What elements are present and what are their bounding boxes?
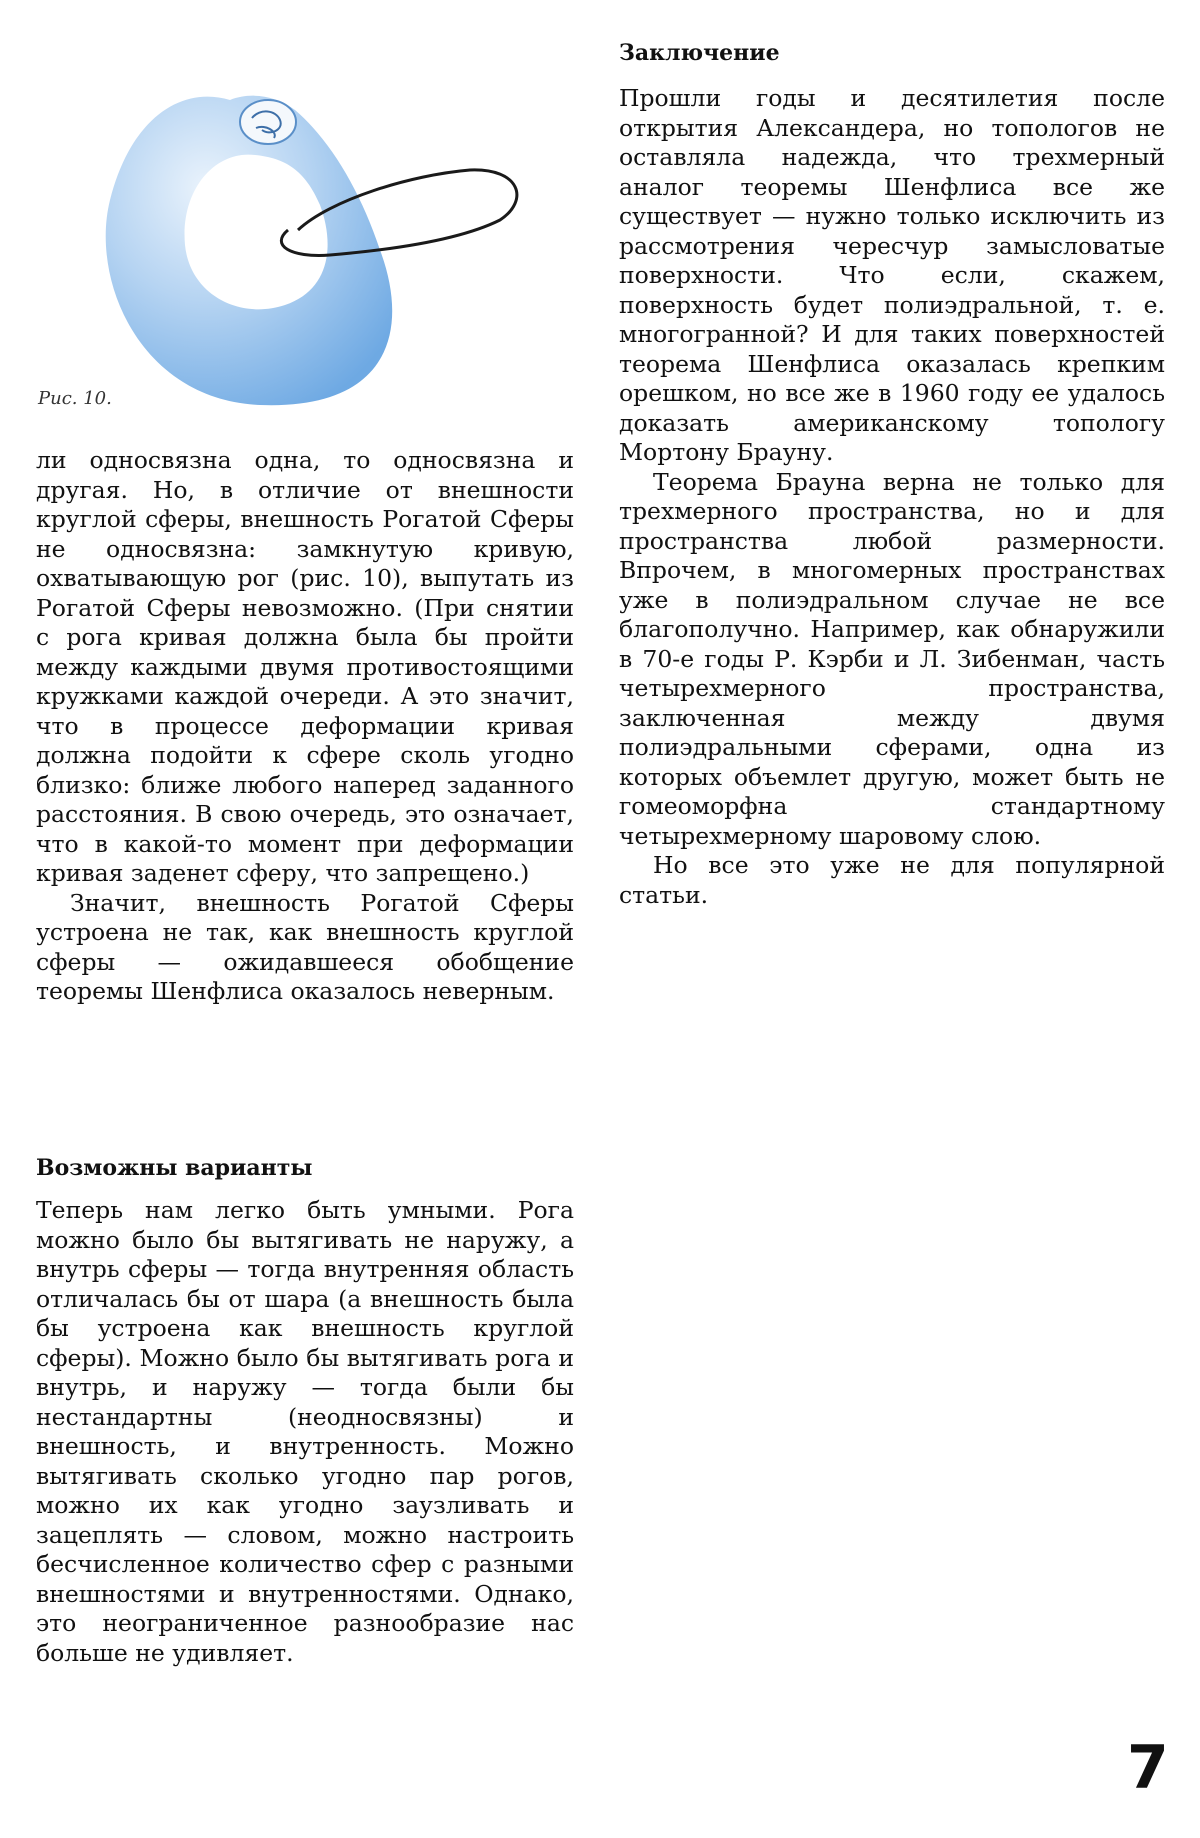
right-column (619, 38, 1165, 910)
paragraph: Но все это уже не для популярной статьи. (619, 851, 1165, 909)
figure-caption: Рис. 10. (38, 388, 112, 409)
left-column-continuation (36, 446, 574, 1007)
paragraph: ли односвязна одна, то односвязна и другая. Но, в отличие от внешности круглой сферы, внешность Рогатой Сферы не односвязна: замкнутую кривую, охватывающую рог (рис. 10), выпутать из Рогатой Сферы невозможно. (При снятии с рога кривая должна была бы пройти между каждыми двумя противостоящими кружками каждой очереди. А это значит, что в процессе деформации кривая должна подойти к сфере сколь угодно близко: ближе любого наперед заданного расстояния. В свою очередь, это означает, что в какой-то момент при деформации кривая заденет сферу, что запрещено.) (36, 446, 574, 887)
horn-knot (240, 100, 296, 144)
paragraph: Прошли годы и десятилетия после открытия Александера, но топологов не оставляла надежда, что трехмерный аналог теоремы Шенфлиса все же существует — нужно только исключить из рассмотрения чересчур замысловатые поверхности. Что если, скажем, поверхность будет полиэдральной, т. е. многогранной? И для таких поверхностей теорема Шенфлиса оказалась крепким орешком, но все же в 1960 году ее удалось доказать американскому топологу Мортону Брауну. (619, 84, 1165, 466)
section-heading-conclusion: Заключение (619, 40, 780, 66)
paragraph: Теперь нам легко быть умными. Рога можно было бы вытягивать не наружу, а внутрь сферы — тогда внутренняя область отличалась бы от шара (а внешность была бы устроена как внешность круглой сферы). Можно было бы вытягивать рога и внутрь, и наружу — тогда были бы нестандартны (неодносвязны) и внешность, и внутренность. Можно вытягивать сколько угодно пар рогов, можно их как угодно заузливать и зацеплять — словом, можно настроить бесчисленное количество сфер с разными внешностями и внутренностями. Однако, это неограниченное разнообразие нас больше не удивляет. (36, 1196, 574, 1667)
section-heading-variants: Возможны варианты (36, 1155, 313, 1181)
sphere-body (106, 96, 392, 406)
paragraph: Значит, внешность Рогатой Сферы устроена не так, как внешность круглой сферы — ожидавшееся обобщение теоремы Шенфлиса оказалось неверным. (36, 888, 574, 1005)
horned-sphere-illustration (30, 80, 540, 420)
paragraph: Теорема Брауна верна не только для трехмерного пространства, но и для пространства любой размерности. Впрочем, в многомерных пространствах уже в полиэдральном случае не все благополучно. Например, как обнаружили в 70-е годы Р. Кэрби и Л. Зибенман, часть четырехмерного пространства, заключенная между двумя полиэдральными сферами, одна из которых объемлет другую, может быть не гомеоморфна стандартному четырехмерному шаровому слою. (619, 467, 1165, 850)
left-column-variants (36, 1196, 574, 1668)
page-number: 7 (1127, 1733, 1169, 1803)
